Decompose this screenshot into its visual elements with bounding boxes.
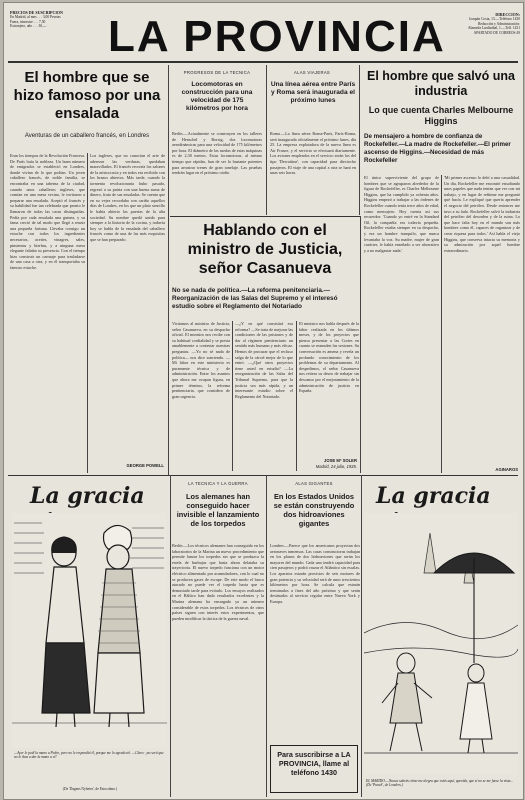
cartoon-right xyxy=(364,513,518,775)
column-rule xyxy=(170,475,171,797)
headline-casanueva: Hablando con el ministro de Justicia, señor Casanueva xyxy=(187,222,343,277)
kicker-aerea: ALAS VIAJERAS xyxy=(293,70,331,75)
text-casanueva-col1: Visitamos al ministro de Justicia, señor Casanueva, en su despacho oficial. El ministro nos recibe con su habitual cordialidad y se presta amablemente a contestar nuestras preguntas. —Yo no sé nada de política— nos dice sonriendo. —Mi labor en este ministerio es puramente técnica y de administración. Entre los asuntos que ahora me ocupan figura, en primer término, la reforma penitenciaria, que considero de gran urgencia. xyxy=(172,321,230,399)
direction-line: APARTADO DE CORREOS 49 xyxy=(473,30,520,35)
subscription-callout-text: Para suscribirse a LA PROVINCIA, llame al teléfono 1430 xyxy=(277,750,351,777)
headline-rockefeller: El hombre que salvó una industria xyxy=(367,69,515,98)
section-rule xyxy=(8,475,518,476)
column-rule xyxy=(168,65,169,475)
masthead-title: LA PROVINCIA xyxy=(108,12,446,61)
column-rule xyxy=(232,321,233,471)
direction-line: Redacción y Administración: xyxy=(478,21,520,26)
headline-guerra: Los alemanes han conseguido hacer invisible el lanzamiento de los torpedos xyxy=(176,492,260,528)
column-rule xyxy=(441,175,442,473)
byline-casanueva: JOSE Mª SOLER xyxy=(324,458,357,463)
subscription-row: En Madrid, al mes . . . 3,00 Pesetas xyxy=(10,15,61,20)
text-locomotoras: Berlín.—Actualmente se construyen en los talleres de Henschel y Borsig, dos locomotoras aerodinámicas para una velocidad de 175 kilómetros por hora. El diámetro de las ruedas de estas máquinas es de 2,30 metros. Estas locomotoras, al mismo tiempo que rápidas, han de ser lo bastante potentes para arrastrar trenes de gran tonelaje. Las pruebas tendrán lugar en el próximo otoño. xyxy=(172,131,262,176)
text-rockefeller-col1: El único superviviente del grupo de hombres que se agruparon alrededor de la figura de Rockefeller, es Charles Melbourne Higgins, que ha cumplido ya ochenta años. Higgins empezó a trabajar a las órdenes de Rockefeller cuando tenía trece años de edad, como mensajero. Hoy cuenta así sus recuerdos: 'Cuando yo entré en la Standard Oil, la compañía era todavía pequeña. Rockefeller estaba siempre en su despacho, y era un hombre tranquilo, que nunca levantaba la voz. Su madre, mujer de gran carácter, le había enseñado a ser ahorrativo y a no malgastar nada.' xyxy=(364,175,439,253)
cartoon-caption-left: —Ayer le pedí la mano a Pedro, pero no le respondió él, porque me lo agradeció. —Claro: ¡no será que no le ibas a dar la mano a el! xyxy=(14,751,164,760)
masthead-rule xyxy=(8,61,518,63)
subscription-row: Extranjero, año . . . 30,— xyxy=(10,24,47,29)
deck-ensalada: Aventuras de un caballero francés, en Londres xyxy=(24,133,150,139)
subdeck-rockefeller: De mensajero a hombre de confianza de Rockefeller.—La madre de Rockefeller.—El primer ascenso de Higgins.—Necesidad de más Rockefeller xyxy=(364,133,511,164)
subscription-callout xyxy=(270,745,358,793)
headline-locomotoras: Locomotoras en construcción para una velocidad de 175 kilómetros por hora xyxy=(181,81,253,112)
text-casanueva-col2: —¿Y en qué consistirá esa reforma? —Se trata de mejorar las condiciones de las prisiones y de dar al régimen penitenciario un sentido más humano y más eficaz. Hemos de procurar que el recluso salga de la cárcel mejor de lo que entró. —¿Qué otros proyectos tiene usted en estudio? —La reorganización de las Salas del Tribunal Supremo, para que la justicia sea más rápida, y un interesante estudio sobre el Reglamento del Notariado. xyxy=(235,321,293,399)
direction-line: Alameda Lardizábal, 1.—Telf. 1431 xyxy=(467,26,520,31)
text-ensalada-col2: Los ingleses, que no conocían el arte de aderezar las verduras, quedaban maravillados. El francés recorría los salones de la aristocracia y en todos era recibido con los brazos abiertos. Más tarde, cuando la tormenta revolucionaria hubo pasado, regresó a su patria con una buena suma de dinero, fruto de sus ensaladas. Se cuenta que en su vejez recordaba con cariño aquellos días de Londres, en los que un plato sencillo le había abierto las puertas de la alta sociedad. Su nombre quedó unido para siempre a la historia de la cocina, y todavía hoy se habla de la ensalada del caballero francés como de una de las más exquisitas que se han preparado. xyxy=(90,153,165,242)
cartoon-left xyxy=(12,513,167,748)
subscription-heading: PRECIOS DE SUSCRIPCION xyxy=(10,10,63,15)
subscription-box xyxy=(10,11,94,29)
section-rule xyxy=(170,216,360,217)
byline-rockefeller: AGINAROS xyxy=(495,467,518,472)
text-ensalada-col1: Eran los tiempos de la Revolución Francesa. De París huía la nobleza. Un buen número de emigrados se estableció en Londres, donde vivían de lo que podían. Un joven caballero francés, de noble familia, se encontraba en una taberna de la ciudad, cuando unos caballeros ingleses, que comían en una mesa vecina, le invitaron a preparar una ensalada. Aceptó el francés y su habilidad fue tan celebrada que pronto le llamaron de todas las casas distinguidas. Pedía por cada ensalada una guinea, y su fama creció de tal modo que llegó a reunir una pequeña fortuna. Llevaba consigo un estuche con todos los ingredientes necesarios, aceites, vinagres, sales, pimientas y hierbas, y a ninguna mesa elegante faltaba su presencia. Con el tiempo hizo construir un carruaje para trasladarse de una casa a otra, y en él transportaba su famoso estuche. xyxy=(10,153,85,270)
cartoon-title-right: La gracia xyxy=(376,483,491,509)
kicker-locomotoras: PROGRESOS DE LA TECNICA xyxy=(183,70,251,75)
subscription-row: Fuera, trimestre . . . 7,50 xyxy=(10,19,46,24)
headline-hidroaviones: En los Estados Unidos se están construyendo dos hidroaviones gigantes xyxy=(273,492,355,528)
text-casanueva-col3: El ministro nos habla después de la labor realizada en los últimos meses, y de los proyectos que piensa presentar a las Cortes en cuanto se reanuden las sesiones. Su conversación es amena y revela un profundo conocimiento de los problemas de su departamento. Al despedirnos, el señor Casanueva nos reitera su deseo de trabajar sin descanso por el mejoramiento de la administración de justicia en España. xyxy=(299,321,359,394)
column-rule xyxy=(359,65,360,215)
column-rule xyxy=(266,475,267,797)
direction-box xyxy=(444,13,520,35)
column-rule xyxy=(361,475,362,797)
headline-ensalada: El hombre que se hizo famoso por una ensalada xyxy=(13,69,161,122)
text-rockefeller-col2: 'Mi primer ascenso lo debí a una casualidad. Un día, Rockefeller me encontró estudiando unos papeles que nada tenían que ver con mi trabajo, y en lugar de reñirme me preguntó qué hacía. Le expliqué que quería aprender el negocio del petróleo. Desde entonces me tuvo a su lado. Rockefeller salvó la industria del petróleo del desorden y de la ruina. Lo que hace falta hoy en el mundo son más hombres como él, capaces de organizar y de crear riqueza para todos.' Así habla el viejo Higgins, que conserva intacta su memoria y su admiración por aquel hombre extraordinario. xyxy=(444,175,520,253)
column-rule xyxy=(87,153,88,473)
headline-aerea: Una línea aérea entre París y Roma será inaugurada el próximo lunes xyxy=(270,81,356,104)
deck-rockefeller: Lo que cuenta Charles Melbourne Higgins xyxy=(368,105,514,126)
text-hidroaviones: Londres.—Parece que los americanos proyectan dos aeronaves inmensas. Las casas constructoras trabajan en los planos de dos hidroaviones que serán los mayores del mundo. Cada uno tendrá capacidad para cien pasajeros y podrá cruzar el Atlántico sin escalas. Los aparatos estarán provistos de seis motores de gran potencia y su velocidad será de unos trescientos kilómetros por hora. Se calcula que estarán terminados a fines del año próximo y que serán destinados al servicio regular entre Nueva York y Europa. xyxy=(270,543,360,604)
cartoon-right-drawing xyxy=(364,513,518,775)
kicker-guerra: LA TECNICA Y LA GUERRA xyxy=(188,481,248,486)
newspaper-page xyxy=(3,2,524,800)
direction-line: Joaquín Costa, 13.—Teléfono 1430 xyxy=(469,17,520,22)
byline-ensalada: GEORGE POWELL xyxy=(126,463,164,468)
column-rule xyxy=(296,321,297,471)
cartoon-left-drawing xyxy=(12,513,167,748)
text-aerea: Roma.—La línea aérea Roma-París, París-Roma, será inaugurada oficialmente el próximo lunes, día 25. La empresa explotadora de la nueva línea es Air France, y el servicio se efectuará diariamente. Los aviones empleados en el servicio serán los del tipo 'Dewoitine', con capacidad para dieciocho pasajeros. El viaje de una capital a otra se hará en unas seis horas. xyxy=(270,131,356,176)
text-guerra: Berlín.—Los técnicos alemanes han conseguido en los laboratorios de la Marina un nuevo procedimiento que permite lanzar los torpedos sin que se produzca la estela de burbujas que hasta ahora delataba su trayectoria. El nuevo torpedo funciona con un motor eléctrico alimentado por acumuladores, con lo cual no se producen gases de escape. De este modo el barco atacado no puede ver el torpedo hasta que es demasiado tarde para evitarlo. Los ensayos realizados en el Báltico han dado resultados excelentes y la Marina alemana ha encargado ya un número considerable de estos torpedos. Los técnicos de otros países siguen con interés estos experimentos, que pueden modificar la táctica de la guerra naval. xyxy=(172,543,264,621)
dateline-casanueva: Madrid, 24 julio, 1935. xyxy=(315,464,357,469)
cartoon-credit-left: (De 'Dagens Nyheter', de Estocolmo.) xyxy=(62,787,118,791)
subdeck-casanueva: No se nada de política.—La reforma penitenciaria.—Reorganización de las Salas del Supremo y el interesó estudio sobre el Reglamento del Notariado xyxy=(172,287,338,311)
column-rule xyxy=(360,216,361,473)
kicker-hidroaviones: ALAS GIGANTES xyxy=(295,481,333,486)
cartoon-title-left: La gracia xyxy=(30,483,145,509)
column-rule xyxy=(266,65,267,215)
direction-heading: DIRECCION: xyxy=(495,12,520,17)
cartoon-caption-right: EL MARIDO.—Nunca sabrás cómo me alegra que estés aquí, querida, que si no se me fuese la vista... (De 'Punch', de Londres.) xyxy=(366,779,514,788)
